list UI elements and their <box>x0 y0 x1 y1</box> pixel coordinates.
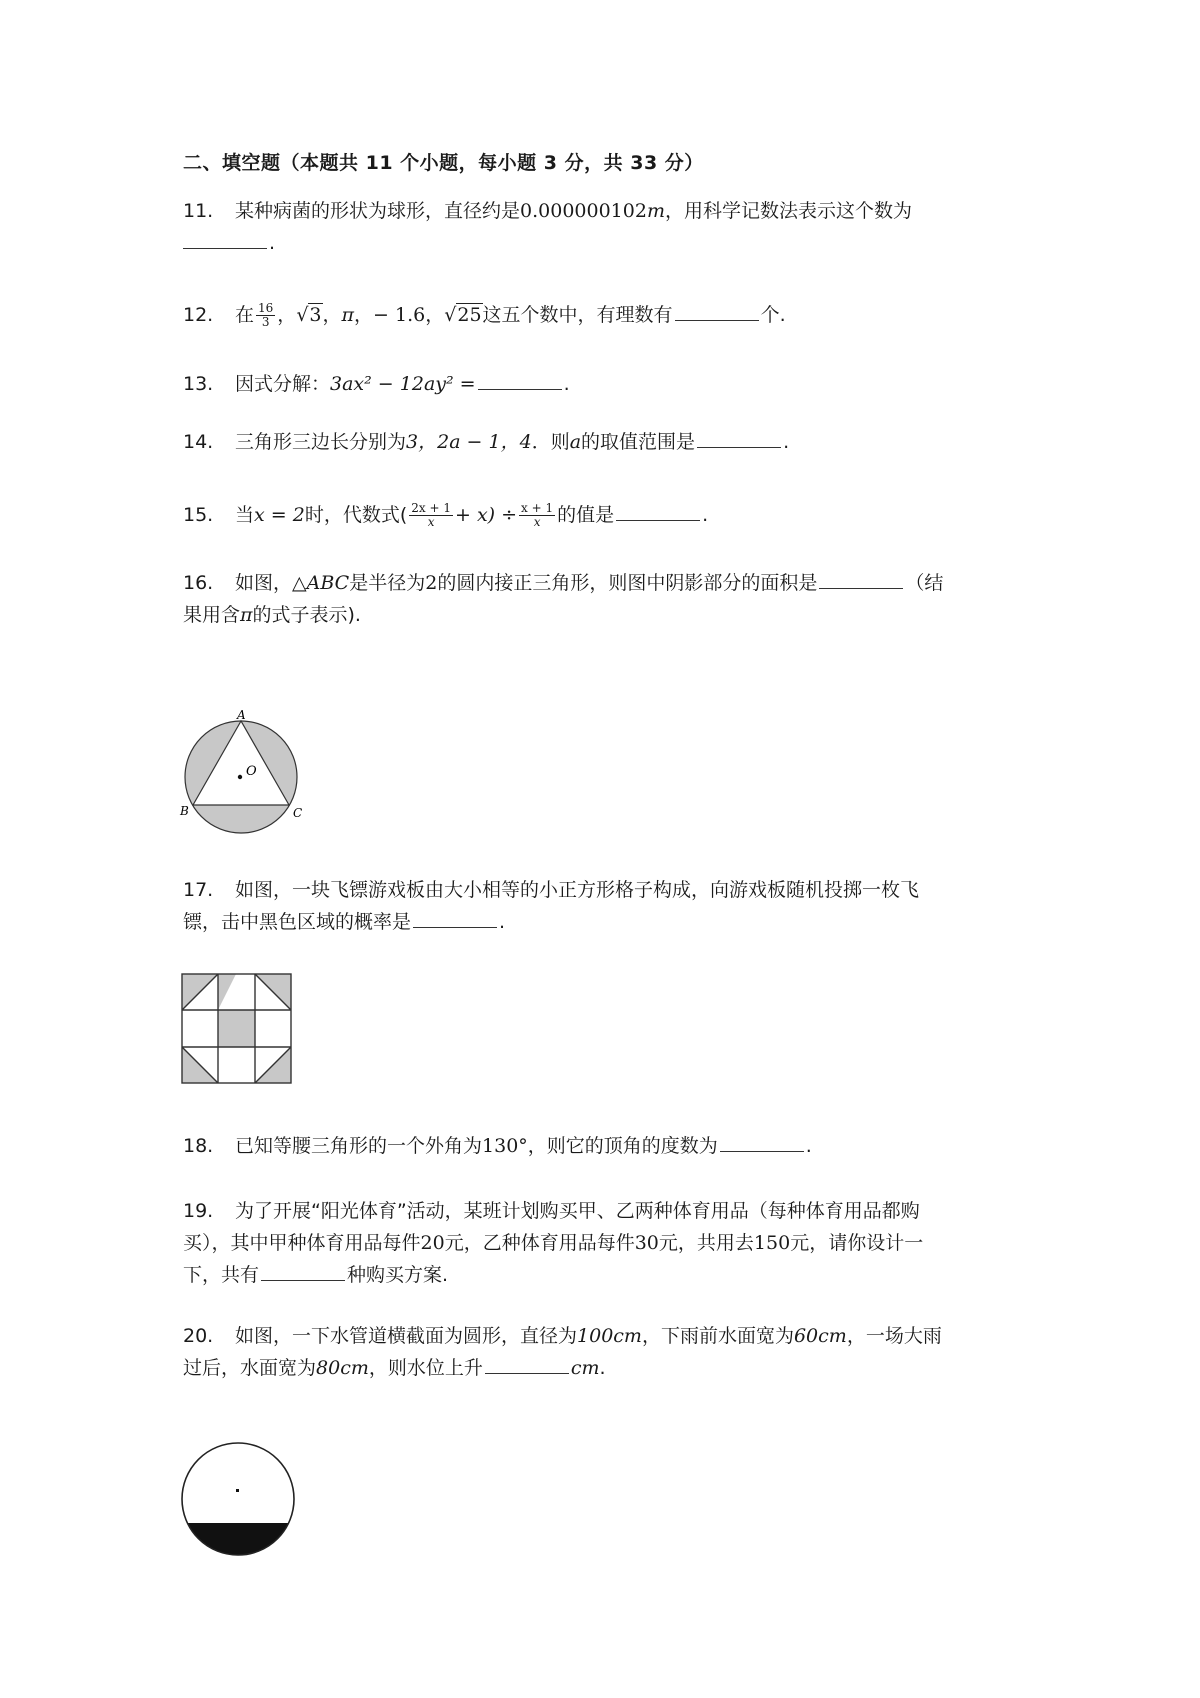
question-19: 19. 为了开展“阳光体育”活动，某班计划购买甲、乙两种体育用品（每种体育用品都购 买），其中甲种体育用品每件20元，乙种体育用品每件30元，共用去150元，请你设计一 下，共有 种购买方案. <box>183 1200 924 1286</box>
section-heading: 二、填空题（本题共 11 个小题，每小题 3 分，共 33 分） <box>183 152 704 174</box>
dartboard-figure <box>181 973 293 1085</box>
question-18: 18. 已知等腰三角形的一个外角为130°，则它的顶角的度数为 . <box>183 1135 812 1157</box>
answer-blank[interactable] <box>183 230 267 249</box>
answer-blank[interactable] <box>413 909 497 928</box>
pipe-figure <box>180 1441 298 1559</box>
label-a: A <box>237 710 246 722</box>
fraction: $\frac{16}{3}$ <box>258 301 274 329</box>
question-14: 14. 三角形三边长分别为3，2a − 1，4．则a的取值范围是 . <box>183 431 790 453</box>
answer-blank[interactable] <box>720 1133 804 1152</box>
answer-blank[interactable] <box>478 371 562 390</box>
sqrt: √3 <box>296 304 322 326</box>
question-12: 12. 在 $\frac{16}{3}$ ，√3，π，− 1.6，√25这五个数中，有理数有 个. <box>183 301 786 329</box>
answer-blank[interactable] <box>616 502 700 521</box>
question-number: 11. <box>183 200 214 222</box>
question-11: 11. 某种病菌的形状为球形，直径约是0.000000102m，用科学记数法表示这个数为 . <box>183 195 1023 259</box>
label-b: B <box>180 804 189 818</box>
question-17: 17. 如图，一块飞镖游戏板由大小相等的小正方形格子构成，向游戏板随机投掷一枚飞 镖，击中黑色区域的概率是 . <box>183 879 920 933</box>
question-15: 15. 当x = 2时，代数式( $\frac{2x + 1}{x}$ + x) ÷ $\frac{x + 1}{x}$ 的值是 . <box>183 501 709 529</box>
question-20: 20. 如图，一下水管道横截面为圆形，直径为100cm，下雨前水面宽为60cm，一场大雨 过后，水面宽为80cm，则水位上升 cm. <box>183 1325 942 1379</box>
fraction: $\frac{x + 1}{x}$ <box>521 501 554 529</box>
answer-blank[interactable] <box>675 302 759 321</box>
question-16: 16. 如图，△ABC是半径为2的圆内接正三角形，则图中阴影部分的面积是 （结 果用含π的式子表示). <box>183 572 944 626</box>
label-c: C <box>293 806 303 820</box>
answer-blank[interactable] <box>485 1355 569 1374</box>
label-o: O <box>246 764 257 779</box>
question-13: 13. 因式分解：3ax² − 12ay² = . <box>183 373 570 395</box>
fraction: $\frac{2x + 1}{x}$ <box>411 501 451 529</box>
answer-blank[interactable] <box>819 570 903 589</box>
circle-triangle-figure <box>176 710 336 850</box>
answer-blank[interactable] <box>697 429 781 448</box>
answer-blank[interactable] <box>261 1262 345 1281</box>
sqrt: √25 <box>444 304 482 326</box>
